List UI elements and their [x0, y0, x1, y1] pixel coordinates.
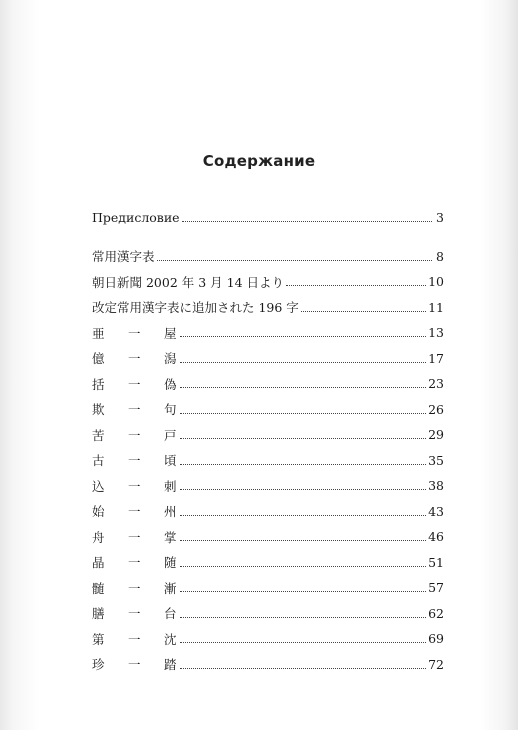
range-dash: 一	[128, 453, 141, 469]
toc-entry-asahi[interactable]	[92, 269, 444, 295]
range-start-kanji: 苦	[92, 427, 105, 443]
toc-entry-label: 改定常用漢字表に追加された 196 字	[92, 300, 299, 316]
dot-leader	[180, 617, 426, 618]
toc-page-number: 51	[428, 554, 444, 570]
toc-page-number: 62	[428, 605, 444, 621]
toc-page-number: 46	[428, 529, 444, 545]
toc-range-row[interactable]	[92, 473, 444, 499]
toc-range-row[interactable]	[92, 524, 444, 550]
range-dash: 一	[128, 631, 141, 647]
range-end-kanji: 掌	[164, 529, 177, 545]
range-start-kanji: 込	[92, 478, 105, 494]
range-dash: 一	[128, 529, 141, 545]
toc-range-row[interactable]	[92, 550, 444, 576]
toc-range-row[interactable]	[92, 499, 444, 525]
dot-leader	[286, 285, 426, 286]
range-dash: 一	[128, 504, 141, 520]
toc-entry-joyo-kanji-table[interactable]	[92, 244, 444, 270]
toc-entry-label: 朝日新聞 2002 年 3 月 14 日より	[92, 274, 285, 290]
toc-page-number: 13	[428, 325, 444, 341]
range-start-kanji: 括	[92, 376, 105, 392]
toc-page-number: 23	[428, 376, 444, 392]
toc-entry-label: 常用漢字表	[92, 249, 155, 265]
toc-page-number: 35	[428, 452, 444, 468]
range-end-kanji: 台	[164, 606, 177, 622]
table-of-contents	[92, 205, 444, 677]
dot-leader	[180, 591, 426, 592]
range-end-kanji: 偽	[164, 376, 177, 392]
range-dash: 一	[128, 376, 141, 392]
range-start-kanji: 膳	[92, 606, 105, 622]
dot-leader	[180, 387, 426, 388]
range-end-kanji: 州	[164, 504, 177, 520]
toc-range-row[interactable]	[92, 575, 444, 601]
dot-leader	[180, 515, 426, 516]
dot-leader	[180, 540, 426, 541]
range-end-kanji: 随	[164, 555, 177, 571]
range-start-kanji: 欺	[92, 402, 105, 418]
dot-leader	[180, 362, 426, 363]
range-end-kanji: 漸	[164, 580, 177, 596]
dot-leader	[301, 311, 426, 312]
toc-entry-added-196[interactable]	[92, 295, 444, 321]
dot-leader	[180, 464, 426, 465]
spacer	[92, 231, 444, 244]
toc-page-number: 38	[428, 478, 444, 494]
range-dash: 一	[128, 606, 141, 622]
toc-range-row[interactable]	[92, 626, 444, 652]
range-start-kanji: 亜	[92, 325, 105, 341]
dot-leader	[180, 413, 426, 414]
dot-leader	[180, 489, 426, 490]
toc-page-number: 57	[428, 580, 444, 596]
toc-range-row[interactable]	[92, 346, 444, 372]
range-start-kanji: 晶	[92, 555, 105, 571]
dot-leader	[157, 260, 432, 261]
dot-leader	[180, 566, 426, 567]
toc-page-number: 8	[436, 248, 444, 264]
range-dash: 一	[128, 351, 141, 367]
dot-leader	[180, 668, 426, 669]
toc-page-number: 10	[428, 274, 444, 290]
toc-page-number: 29	[428, 427, 444, 443]
toc-range-row[interactable]	[92, 652, 444, 678]
range-dash: 一	[128, 402, 141, 418]
range-end-kanji: 頃	[164, 453, 177, 469]
toc-entry-label: Предисловие	[92, 210, 180, 226]
toc-page-number: 17	[428, 350, 444, 366]
toc-range-row[interactable]	[92, 601, 444, 627]
range-start-kanji: 第	[92, 631, 105, 647]
toc-page-number: 43	[428, 503, 444, 519]
range-dash: 一	[128, 580, 141, 596]
range-start-kanji: 珍	[92, 657, 105, 673]
toc-page-number: 11	[428, 299, 444, 315]
range-dash: 一	[128, 555, 141, 571]
toc-page-number: 72	[428, 656, 444, 672]
dot-leader	[180, 438, 426, 439]
toc-range-row[interactable]	[92, 422, 444, 448]
range-start-kanji: 始	[92, 504, 105, 520]
dot-leader	[182, 221, 432, 222]
range-dash: 一	[128, 427, 141, 443]
range-start-kanji: 髄	[92, 580, 105, 596]
toc-range-row[interactable]	[92, 320, 444, 346]
range-end-kanji: 屋	[164, 325, 177, 341]
range-dash: 一	[128, 657, 141, 673]
range-end-kanji: 潟	[164, 351, 177, 367]
range-dash: 一	[128, 325, 141, 341]
page-title: Содержание	[202, 152, 316, 170]
range-start-kanji: 億	[92, 351, 105, 367]
toc-range-row[interactable]	[92, 448, 444, 474]
range-end-kanji: 句	[164, 402, 177, 418]
dot-leader	[180, 642, 426, 643]
range-start-kanji: 古	[92, 453, 105, 469]
range-end-kanji: 沈	[164, 631, 177, 647]
toc-range-row[interactable]	[92, 397, 444, 423]
toc-entry-preface[interactable]	[92, 205, 444, 231]
toc-page-number: 69	[428, 631, 444, 647]
toc-page-number: 26	[428, 401, 444, 417]
toc-range-row[interactable]	[92, 371, 444, 397]
dot-leader	[180, 336, 426, 337]
range-end-kanji: 戸	[164, 427, 177, 443]
range-end-kanji: 刺	[164, 478, 177, 494]
toc-page-number: 3	[436, 210, 444, 226]
range-dash: 一	[128, 478, 141, 494]
range-end-kanji: 踏	[164, 657, 177, 673]
range-start-kanji: 舟	[92, 529, 105, 545]
